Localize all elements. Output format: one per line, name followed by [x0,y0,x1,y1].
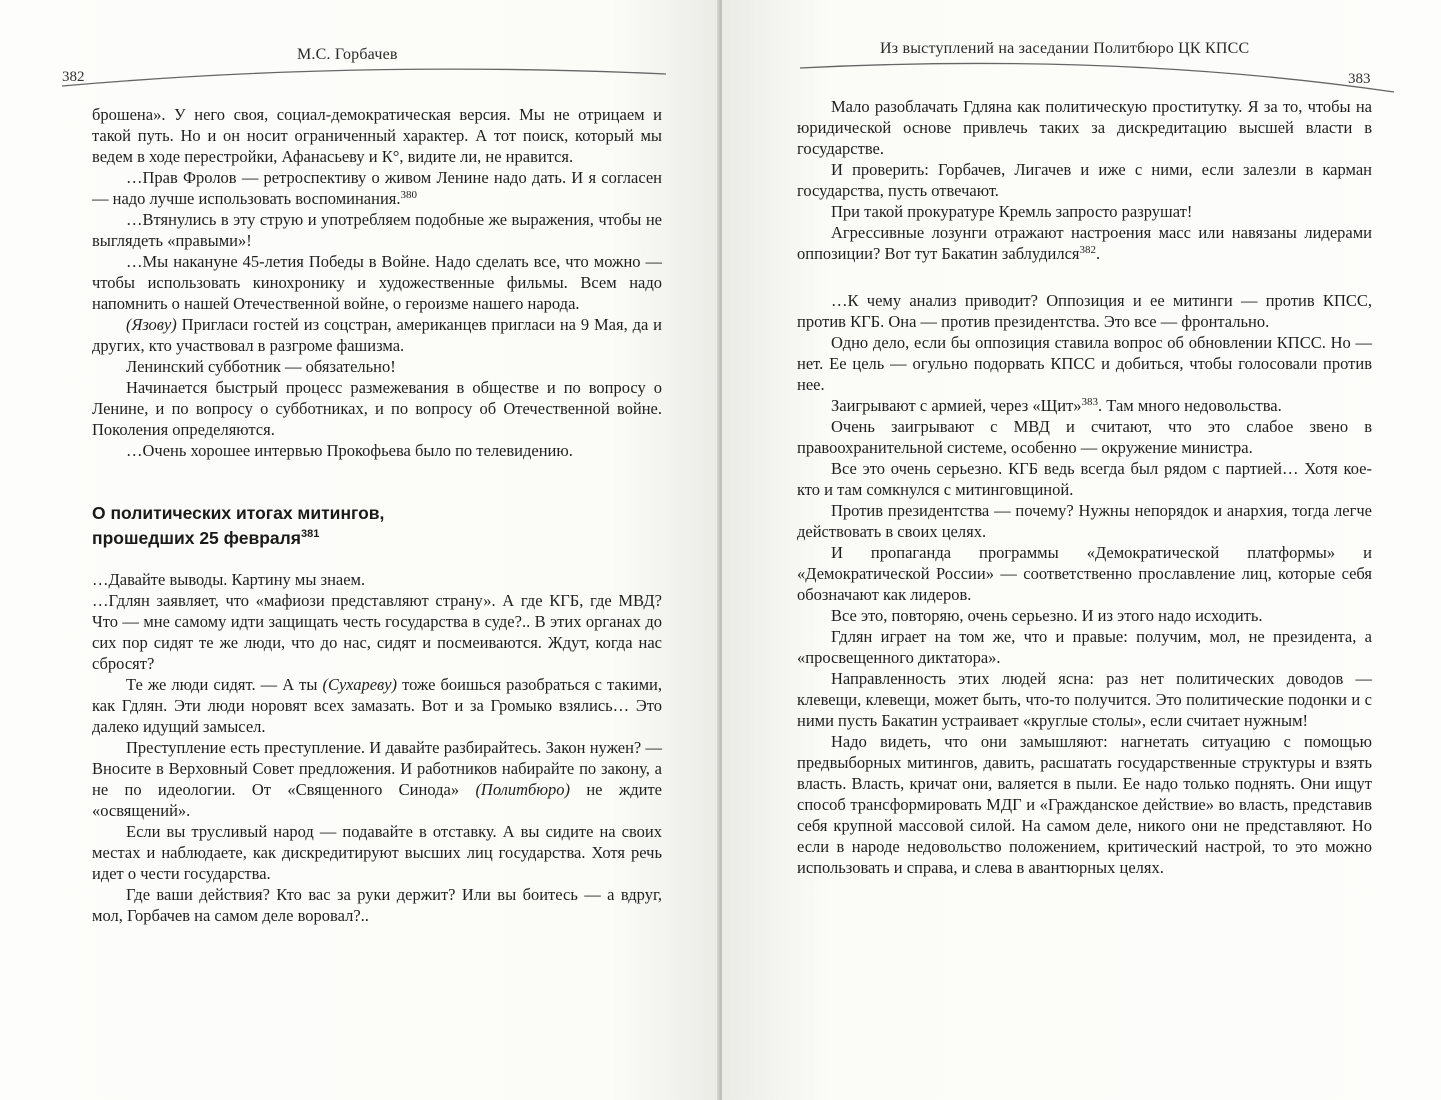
paragraph: Если вы трусливый народ — подавайте в отставку. А вы сидите на своих местах и наблюдаете, как дискредитируют высших лиц государства. Хотя речь идет о чести государства. [92,822,662,883]
section-heading: О политических итогах митингов, прошедших 25 февраля$^{381}$ [92,503,385,548]
paragraph: Очень заигрывают с МВД и считают, что это слабое звено в правоохранительной системе, особенно — окружение министра. [797,417,1372,457]
paragraph: Одно дело, если бы оппозиция ставила вопрос об обновлении КПСС. Но — нет. Ее цель — огульно подорвать КПСС и добиться, чтобы голосовали против нее. [797,333,1372,394]
paragraph: …Прав Фролов — ретроспективу о живом Ленине надо дать. И я согласен — надо лучше использовать воспоминания.$^{380}$ [92,168,662,208]
paragraph: …Давайте выводы. Картину мы знаем. [92,570,366,589]
paragraph: Агрессивные лозунги отражают настроения масс или навязаны лидерами оппозиции? Вот тут Бакатин заблудился$^{382}$. [797,223,1372,263]
italic-note: (Язову) [126,315,177,334]
paragraph: Те же люди сидят. — А ты (Сухареву) тоже боишься разобраться с такими, как Гдлян. Эти люди норовят всех замазать. Вот и за Громыко взялись… Это далеко идущий замысел. [92,675,662,736]
running-head-left: М.С. Горбачев [297,46,398,63]
left-page [0,0,720,1100]
italic-note: (Политбюро) [475,780,570,799]
page-number-right: 383 [1348,71,1371,87]
paragraph: Гдлян играет на том же, что и правые: получим, мол, не президента, а «просвещенного диктатора». [797,627,1372,667]
paragraph: …Очень хорошее интервью Прокофьева было по телевидению. [126,441,573,460]
paragraph: …Гдлян заявляет, что «мафиози представляют страну». А где КГБ, где МВД? Что — мне самому идти защищать честь государства в суде?.. В этих органах до сих пор сидят те же люди, что до нас, сидят и посмеиваются. Ждут, когда нас сбросят? [92,591,662,673]
paragraph: Ленинский субботник — обязательно! [126,357,396,376]
paragraph: Где ваши действия? Кто вас за руки держит? Или вы боитесь — а вдруг, мол, Горбачев на самом деле воровал?.. [92,885,662,925]
header-rule-left [60,58,670,88]
header-rule-right [798,52,1398,96]
right-page [722,0,1441,1100]
paragraph: (Язову) Пригласи гостей из соцстран, американцев пригласи на 9 Мая, да и других, кто участвовал в разгроме фашизма. [92,315,662,355]
footnote-ref: 382 [1079,244,1096,256]
left-column [92,104,662,926]
paragraph: Мало разоблачать Гдляна как политическую проститутку. Я за то, чтобы на юридической основе привлечь таких за дискредитацию высшей власти в государстве. [797,97,1372,158]
right-column [797,96,1372,878]
paragraph: Направленность этих людей ясна: раз нет политических доводов — клевещи, клевещи, может быть, что-то получится. Это политические подонки и с ними пусть Бакатин устраивает «круглые столы», если считает нужным! [797,669,1372,730]
footnote-ref: 383 [1081,396,1099,408]
paragraph: брошена». У него своя, социал-демократическая версия. Мы не отрицаем и такой путь. Но и он носит ограниченный характер. А тот поиск, который мы ведем в ходе перестройки, Афанасьеву и К°, видите ли, не нравится. [92,105,662,166]
paragraph: И пропаганда программы «Демократической платформы» и «Демократической России» — соответственно прославление лиц, которые себя обозначают как лидеров. [797,543,1372,604]
paragraph: И проверить: Горбачев, Лигачев и иже с ними, если залезли в карман государства, пусть отвечают. [797,160,1372,200]
paragraph: При такой прокуратуре Кремль запросто разрушат! [831,202,1193,221]
italic-note: (Сухареву) [322,675,398,694]
footnote-ref: 381 [300,528,320,540]
paragraph: Все это, повторяю, очень серьезно. И из этого надо исходить. [831,606,1263,625]
paragraph: …Втянулись в эту струю и употребляем подобные же выражения, чтобы не выглядеть «правыми»! [92,210,662,250]
paragraph: Против президентства — почему? Нужны непорядок и анархия, тогда легче действовать в своих целях. [797,501,1372,541]
footnote-ref: 380 [400,189,417,201]
paragraph: Заигрывают с армией, через «Щит»$^{383}$. Там много недовольства. [831,396,1282,415]
paragraph: …К чему анализ приводит? Оппозиция и ее митинги — против КПСС, против КГБ. Она — против президентства. Это все — фронтально. [797,291,1372,331]
paragraph: Все это очень серьезно. КГБ ведь всегда был рядом с партией… Хотя кое-кто и там сомкнулся с митинговщиной. [797,459,1372,499]
paragraph: Преступление есть преступление. И давайте разбирайтесь. Закон нужен? — Вносите в Верховный Совет предложения. И работников набирайте по закону, а не по идеологии. От «Священного Синода» (Политбюро) не ждите «освящений». [92,738,662,820]
paragraph: Начинается быстрый процесс размежевания в обществе и по вопросу о Ленине, и по вопросу о субботниках, и по вопросу об Отечественной войне. Поколения определяются. [92,378,662,439]
page-number-left: 382 [62,69,85,85]
paragraph: …Мы накануне 45-летия Победы в Войне. Надо сделать все, что можно — чтобы использовать кинохронику и художественные фильмы. Всем надо напомнить о нашей Отечественной войне, о героизме нашего народа. [92,252,662,313]
paragraph: Надо видеть, что они замышляют: нагнетать ситуацию с помощью предвыборных митингов, давить, расшатать государственные структуры и взять власть. Власть, кричат они, валяется в пыли. Ее надо только поднять. Они ищут способ трансформировать МДГ и «Гражданское действие» во власть, представив себя крупной массовой силой. На самом деле, никого они не представляют. Но если в народе недовольство положением, критический настрой, то это можно использовать и справа, и слева в авантюрных целях. [797,732,1372,877]
running-head-right: Из выступлений на заседании Политбюро ЦК КПСС [880,40,1250,57]
